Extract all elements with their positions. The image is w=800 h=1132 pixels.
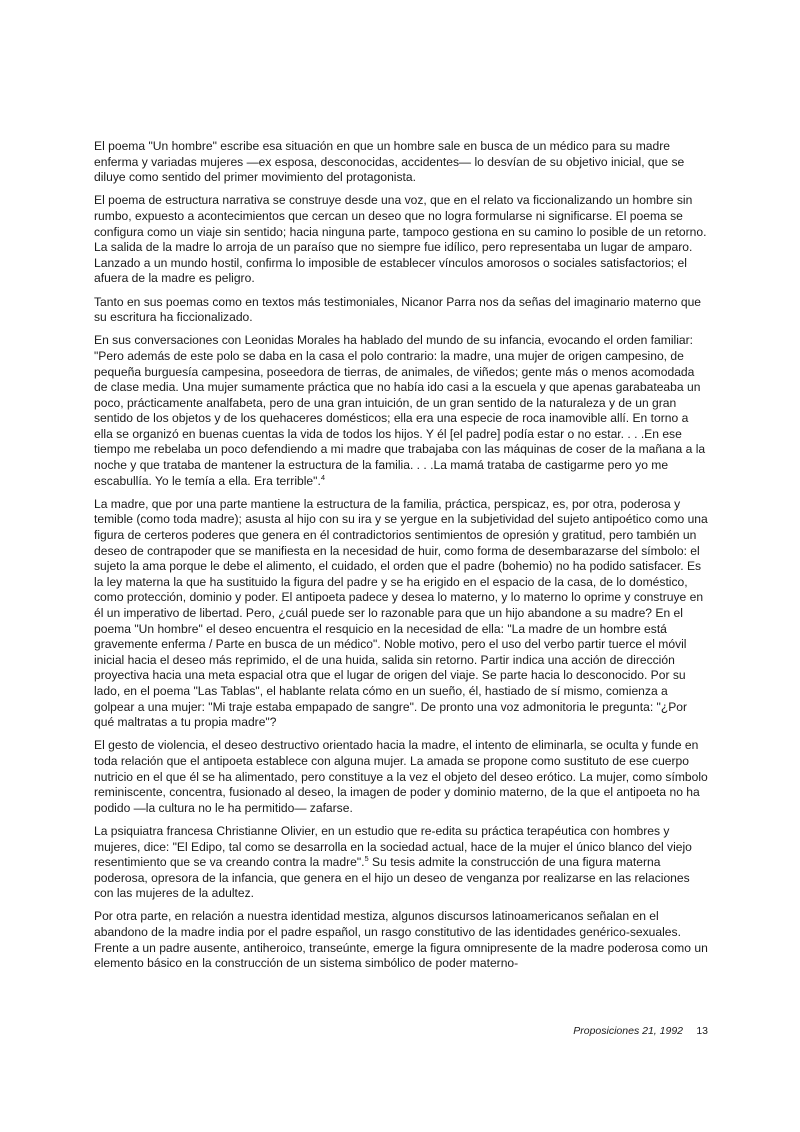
paragraph: El poema de estructura narrativa se construye desde una voz, que en el relato va ficcionalizando un hombre sin rumbo, expuesto a acontecimientos que cercan un deseo que no logra formularse ni significarse. El poema se configura como un viaje sin sentido; hacia ninguna parte, tampoco gestiona en su camino lo posible de un retorno. La salida de la madre lo arroja de un paraíso que no siempre fue idílico, pero representaba un lugar de amparo. Lanzado a un mundo hostil, confirma lo imposible de establecer vínculos amorosos o sociales satisfactorios; el afuera de la madre es peligro.: [94, 193, 707, 286]
paragraph: La madre, que por una parte mantiene la estructura de la familia, práctica, perspicaz, es, por otra, poderosa y temible (como toda madre); asusta al hijo con su ira y se yergue en la subjetividad del sujeto antipoético como una figura de certeros poderes que genera en él contradictorios sentimientos de opresión y gratitud, pero también un deseo de contrapoder que se manifiesta en la necesidad de huir, como forma de desembarazarse del símbolo: el sujeto la ama porque le debe el alimento, el cuidado, el orden que el padre (bohemio) no ha podido satisfacer. Es la ley materna la que ha sustituido la figura del padre y se ha erigido en el espacio de la casa, de lo doméstico, como protección, dominio y poder. El antipoeta padece y desea lo materno, y lo materno lo oprime y construye en él un imperativo de libertad. Pero, ¿cuál puede ser lo razonable para que un hijo abandone a su madre? En el poema "Un hombre" el deseo encuentra el resquicio en la necesidad de ella: "La madre de un hombre está gravemente enferma / Parte en busca de un médico". Noble motivo, pero el uso del verbo partir tuerce el móvil inicial hacia el deseo más reprimido, el de una huida, salida sin retorno. Partir indica una acción de dirección proyectiva hacia una meta espacial otra que el lugar de origen del viaje. Se parte hacia lo desconocido. Por su lado, en el poema "Las Tablas", el hablante relata cómo en un sueño, él, hastiado de sí mismo, comienza a golpear a una mujer: "Mi traje estaba empapado de sangre". De pronto una voz admonitoria le pregunta: "¿Por qué maltratas a tu propia madre"?: [94, 496, 708, 730]
footnote-ref: 4: [320, 472, 325, 482]
paragraph: Por otra parte, en relación a nuestra identidad mestiza, algunos discursos latinoamericanos señalan en el abandono de la madre india por el padre español, un rasgo constitutivo de las identidades genérico-sexuales. Frente a un padre ausente, antiheroico, transeúnte, emerge la figura omnipresente de la madre poderosa como un elemento básico en la construcción de un sistema simbólico de poder materno-: [94, 909, 708, 971]
paragraph: Tanto en sus poemas como en textos más testimoniales, Nicanor Parra nos da señas del imaginario materno que su escritura ha ficcionalizado.: [94, 294, 702, 325]
paragraph: El poema "Un hombre" escribe esa situación en que un hombre sale en busca de un médico para su madre enferma y variadas mujeres —ex esposa, desconocidas, accidentes— lo desvían de su objetivo inicial, que se diluye como sentido del primer movimiento del protagonista.: [94, 139, 685, 185]
page-number: 13: [696, 1025, 708, 1037]
paragraph: En sus conversaciones con Leonidas Morales ha hablado del mundo de su infancia, evocando el orden familiar: "Pero además de este polo se daba en la casa el polo contrario: la madre, una mujer de origen campesino, de pequeña burguesía campesina, poseedora de tierras, de animales, de viñedos; gente más o menos acomodada de clase media. Una mujer sumamente práctica que no había ido casi a la escuela y que apenas garabateaba un poco, prácticamente analfabeta, pero de una gran intuición, de un gran sentido de la naturaleza y de un gran sentido de los objetos y de los quehaceres domésticos; ella era una especie de roca inamovible allí. En torno a ella se organizó en buenas cuentas la vida de todos los hijos. Y él [el padre] podía estar o no estar. . . .En ese tiempo me rebelaba un poco defendiendo a mi madre que trabajaba con las máquinas de coser de la mañana a la noche y que trataba de mantener la estructura de la familia. . . .La mamá trataba de castigarme pero yo me escabullía. Yo le temía a ella. Era terrible".$^4$: [94, 333, 706, 488]
paragraph: El gesto de violencia, el deseo destructivo orientado hacia la madre, el intento de eliminarla, se oculta y funde en toda relación que el antipoeta establece con alguna mujer. La amada se propone como sustituto de ese cuerpo nutricio en el que él se ha alimentado, pero constituye a la vez el objeto del deseo erótico. La mujer, como símbolo reminiscente, concentra, fusionado al deseo, la imagen de poder y dominio materno, de la que el antipoeta no ha podido —la cultura no le ha permitido— zafarse.: [94, 738, 708, 815]
footnote-ref: 5: [364, 854, 369, 864]
journal-citation: Proposiciones 21, 1992: [573, 1025, 683, 1037]
article-body: [94, 139, 708, 979]
paragraph: La psiquiatra francesa Christianne Olivier, en un estudio que re-edita su práctica terapéutica con hombres y mujeres, dice: "El Edipo, tal como se desarrolla en la sociedad actual, hace de la mujer el único blanco del viejo resentimiento que se va creando contra la madre".$^5$ Su tesis admite la construcción de una figura materna poderosa, opresora de la infancia, que genera en el hijo un deseo de venganza por realizarse en las relaciones con las mujeres de la adultez.: [94, 823, 692, 901]
